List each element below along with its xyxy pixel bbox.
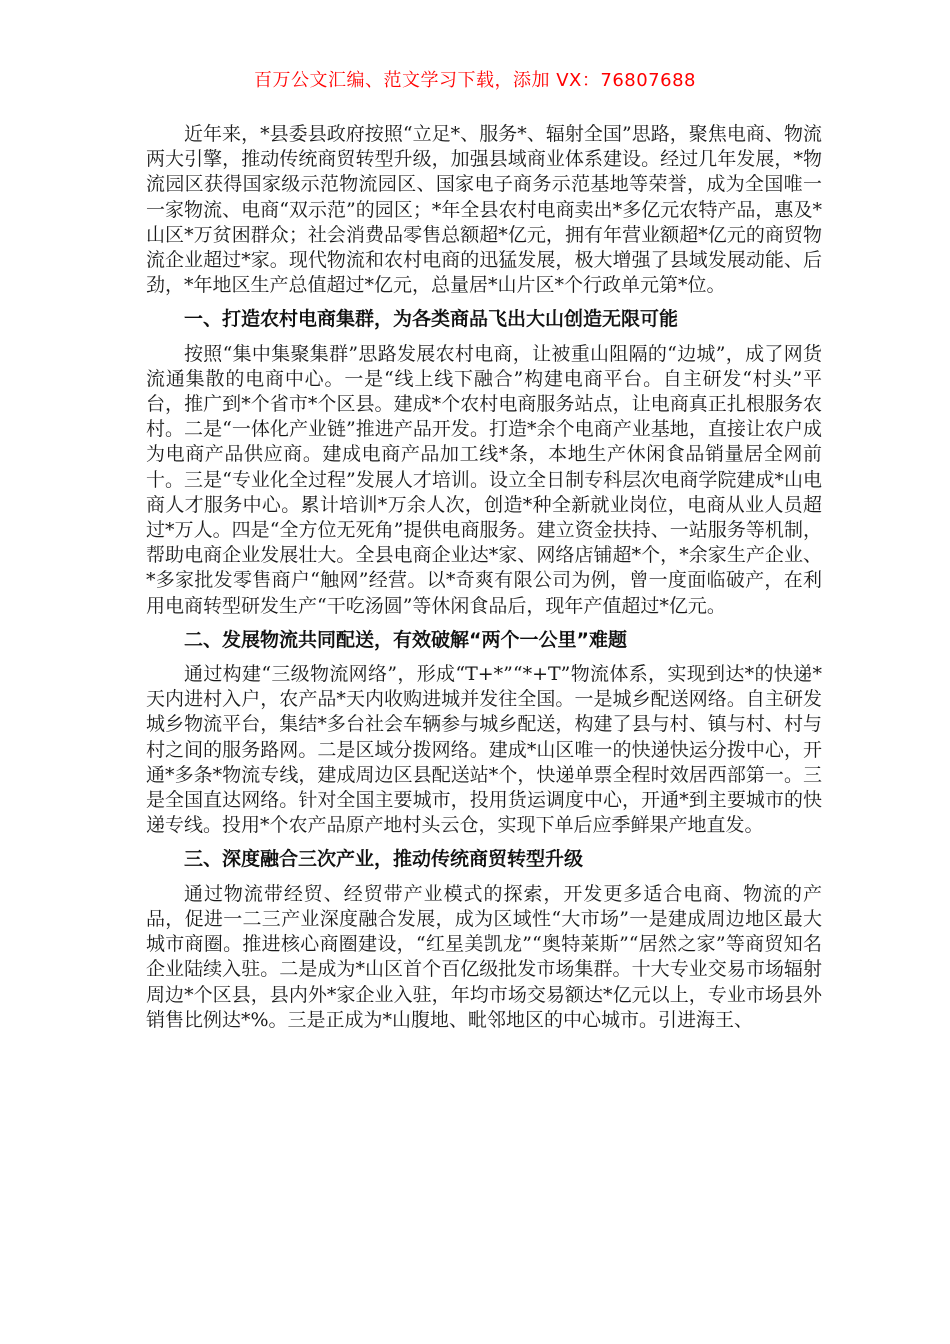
section-1-paragraph: 按照“集中集聚集群”思路发展农村电商，让被重山阻隔的“边城”，成了网货流通集散的电商中心。一是“线上线下融合”构建电商平台。自主研发“村头”平台，推广到*个省市*个区县。建成*个农村电商服务站点，让电商真正扎根服务农村。二是“一体化产业链”推进产品开发。打造*余个电商产业基地，直接让农户成为电商产品供应商。建成电商产品加工线*条，本地生产休闲食品销量居全网前十。三是“专业化全过程”发展人才培训。设立全日制专科层次电商学院建成*山电商人才服务中心。累计培训*万余人次，创造*种全新就业岗位，电商从业人员超过*万人。四是“全方位无死角”提供电商服务。建立资金扶持、一站服务等机制，帮助电商企业发展壮大。全县电商企业达*家、网络店铺超*个，*余家生产企业、*多家批发零售商户“触网”经营。以*奇爽有限公司为例，曾一度面临破产，在利用电商转型研发生产“干吃汤圆”等休闲食品后，现年产值超过*亿元。 xyxy=(146,342,822,617)
section-1-heading: 一、打造农村电商集群，为各类商品飞出大山创造无限可能 xyxy=(184,308,679,331)
header-download-note: 百万公文汇编、范文学习下载，添加 VX：76807688 xyxy=(254,70,696,91)
section-2-paragraph: 通过构建“三级物流网络”，形成“T+*”“*+T”物流体系，实现到达*的快递*天内进村入户，农产品*天内收购进城并发往全国。一是城乡配送网络。自主研发城乡物流平台，集结*多台社会车辆参与城乡配送，构建了县与村、镇与村、村与村之间的服务路网。二是区域分拨网络。建成*山区唯一的快递快运分拨中心，开通*多条*物流专线，建成周边区县配送站*个，快递单票全程时效居西部第一。三是全国直达网络。针对全国主要城市，投用货运调度中心，开通*到主要城市的快递专线。投用*个农产品原产地村头云仓，实现下单后应季鲜果产地直发。 xyxy=(146,663,822,837)
section-3-heading: 三、深度融合三次产业，推动传统商贸转型升级 xyxy=(184,848,584,871)
document-body xyxy=(146,122,822,1042)
section-2-heading: 二、发展物流共同配送，有效破解“两个一公里”难题 xyxy=(184,628,627,651)
section-3-paragraph: 通过物流带经贸、经贸带产业模式的探索，开发更多适合电商、物流的产品，促进一二三产业深度融合发展，成为区域性“大市场”一是建成周边地区最大城市商圈。推进核心商圈建设，“红星美凯龙”“奥特莱斯”“居然之家”等商贸知名企业陆续入驻。二是成为*山区首个百亿级批发市场集群。十大专业交易市场辐射周边*个区县，县内外*家企业入驻，年均市场交易额达*亿元以上，专业市场县外销售比例达*%。三是正成为*山腹地、毗邻地区的中心城市。引进海王、 xyxy=(146,882,822,1031)
intro-paragraph: 近年来，*县委县政府按照“立足*、服务*、辐射全国”思路，聚焦电商、物流两大引擎，推动传统商贸转型升级，加强县域商业体系建设。经过几年发展，*物流园区获得国家级示范物流园区、国家电子商务示范基地等荣誉，成为全国唯一一家物流、电商“双示范”的园区；*年全县农村电商卖出*多亿元农特产品，惠及*山区*万贫困群众；社会消费品零售总额超*亿元，拥有年营业额超*亿元的商贸物流企业超过*家。现代物流和农村电商的迅猛发展，极大增强了县域发展动能、后劲，*年地区生产总值超过*亿元，总量居*山片区*个行政单元第*位。 xyxy=(146,123,822,297)
